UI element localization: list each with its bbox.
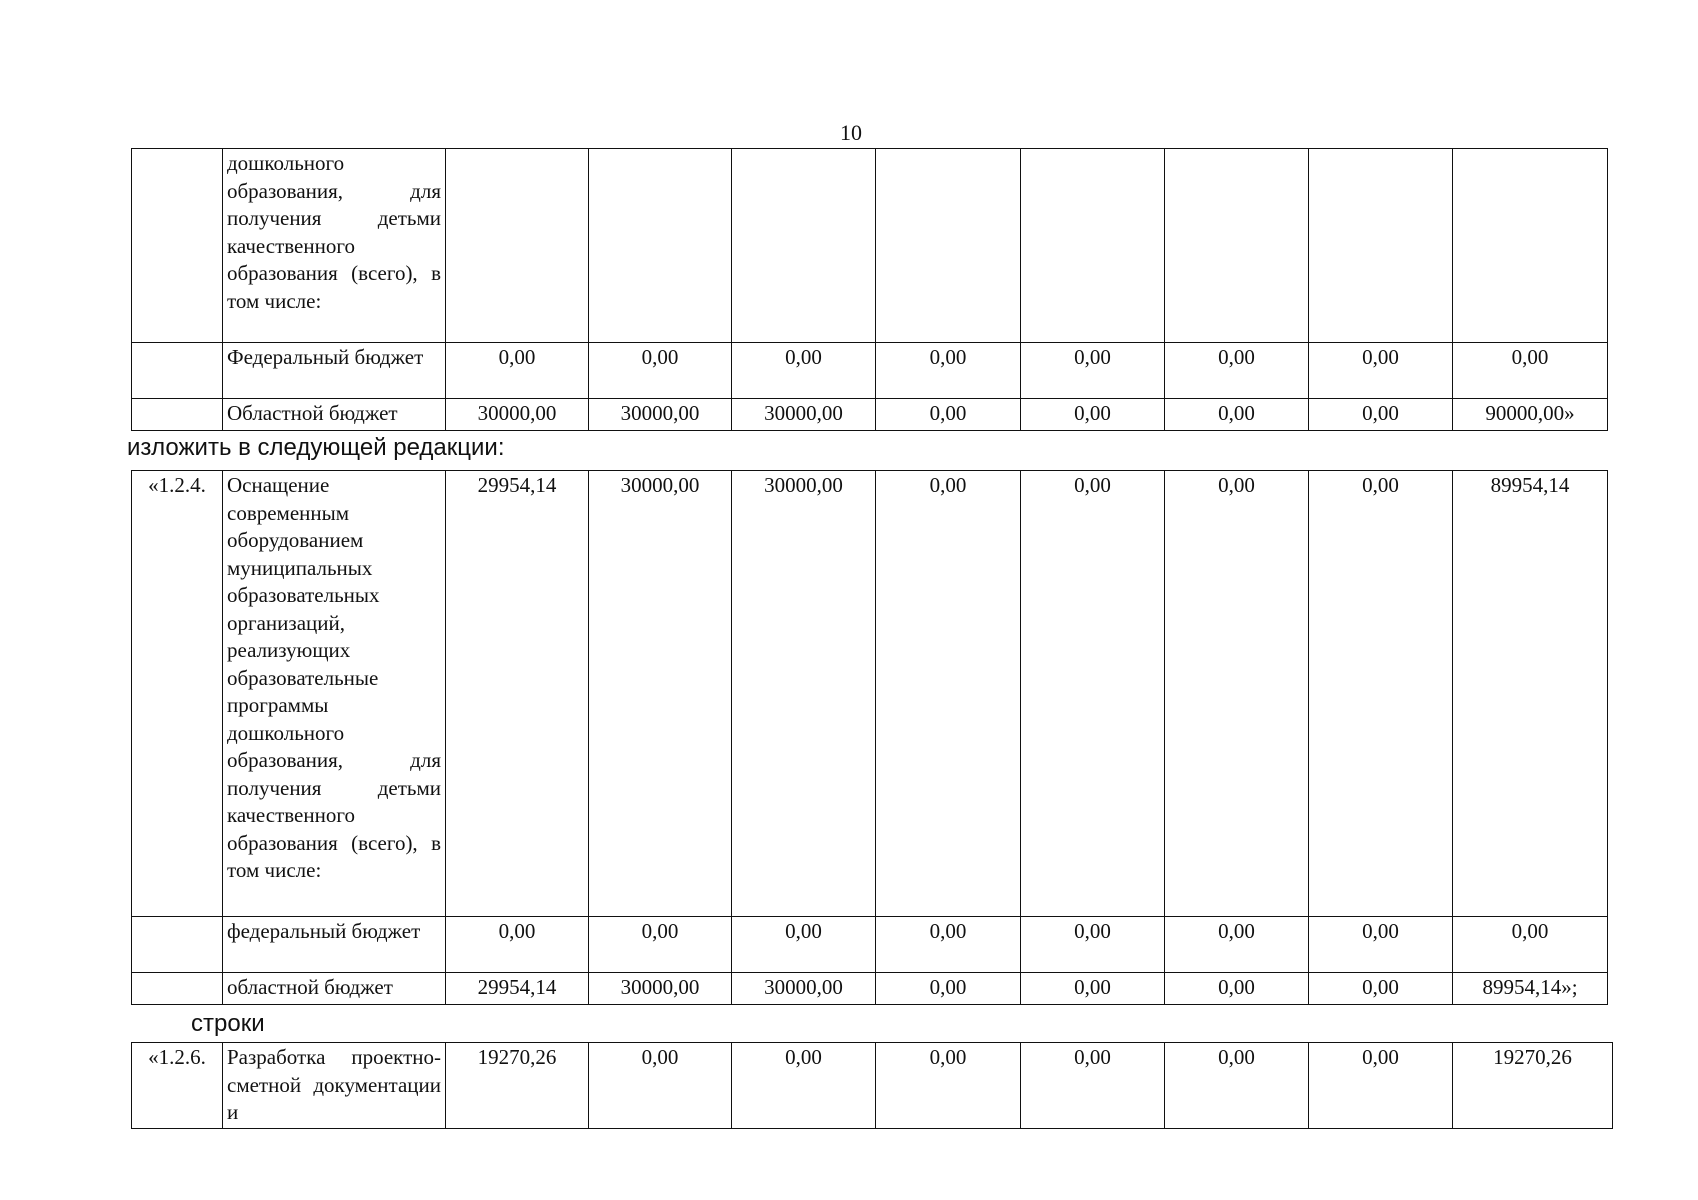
value-cell: 0,00 [589, 343, 732, 399]
value-cell: 0,00 [1309, 343, 1453, 399]
value-cell: 0,00 [876, 399, 1021, 431]
row-name: Федеральный бюджет [223, 343, 446, 399]
value-cell: 19270,26 [1453, 1043, 1613, 1129]
table-row [132, 399, 1608, 431]
value-cell: 0,00 [1309, 471, 1453, 917]
value-cell: 0,00 [1165, 471, 1309, 917]
value-cell: 0,00 [876, 973, 1021, 1005]
table-row [132, 343, 1608, 399]
budget-table-rows [131, 1042, 1613, 1129]
value-cell: 0,00 [732, 917, 876, 973]
value-cell: 0,00 [1021, 399, 1165, 431]
value-cell: 30000,00 [732, 973, 876, 1005]
value-cell [1165, 149, 1309, 343]
row-code [132, 399, 223, 431]
value-cell [876, 149, 1021, 343]
value-cell: 0,00 [1453, 343, 1608, 399]
value-cell: 0,00 [446, 917, 589, 973]
row-name: дошкольного образования, для получения детьми качественного образования (всего), в том числе: [223, 149, 446, 343]
value-cell: 0,00 [446, 343, 589, 399]
value-cell: 0,00 [1165, 973, 1309, 1005]
budget-table-old [131, 148, 1608, 431]
value-cell: 0,00 [589, 917, 732, 973]
value-cell: 19270,26 [446, 1043, 589, 1129]
page-number: 10 [840, 120, 862, 145]
value-cell: 30000,00 [589, 973, 732, 1005]
value-cell: 0,00 [1165, 1043, 1309, 1129]
table-row [132, 149, 1608, 343]
row-code [132, 917, 223, 973]
row-code: «1.2.4. [132, 471, 223, 917]
value-cell: 30000,00 [446, 399, 589, 431]
value-cell: 0,00 [732, 1043, 876, 1129]
value-cell: 0,00 [1165, 343, 1309, 399]
row-name: Разработка проектно-сметной документации и [223, 1043, 446, 1129]
budget-table-new [131, 470, 1608, 1005]
value-cell: 0,00 [876, 1043, 1021, 1129]
row-name: федеральный бюджет [223, 917, 446, 973]
value-cell: 0,00 [1309, 973, 1453, 1005]
value-cell: 89954,14 [1453, 471, 1608, 917]
row-name: Областной бюджет [223, 399, 446, 431]
value-cell [1021, 149, 1165, 343]
value-cell: 0,00 [1021, 973, 1165, 1005]
value-cell: 90000,00» [1453, 399, 1608, 431]
value-cell: 30000,00 [589, 471, 732, 917]
value-cell [589, 149, 732, 343]
value-cell: 30000,00 [732, 399, 876, 431]
value-cell [446, 149, 589, 343]
value-cell: 30000,00 [732, 471, 876, 917]
value-cell: 29954,14 [446, 973, 589, 1005]
value-cell [1309, 149, 1453, 343]
table-row [132, 917, 1608, 973]
value-cell: 0,00 [1021, 343, 1165, 399]
intro-new-edition: изложить в следующей редакции: [127, 434, 505, 461]
table-row [132, 973, 1608, 1005]
value-cell: 0,00 [876, 471, 1021, 917]
value-cell [1453, 149, 1608, 343]
value-cell: 0,00 [1165, 917, 1309, 973]
value-cell: 30000,00 [589, 399, 732, 431]
value-cell: 0,00 [1309, 917, 1453, 973]
value-cell: 0,00 [1021, 1043, 1165, 1129]
value-cell: 0,00 [1165, 399, 1309, 431]
row-name: Оснащение современным оборудованием муниципальных образовательных организаций, реализующих образовательные программы дошкольного образования, для получения детьми качественного образования (всего), в том числе: [223, 471, 446, 917]
value-cell: 0,00 [876, 343, 1021, 399]
table-row [132, 471, 1608, 917]
row-code: «1.2.6. [132, 1043, 223, 1129]
table-row [132, 1043, 1613, 1129]
value-cell: 0,00 [732, 343, 876, 399]
value-cell: 0,00 [1021, 471, 1165, 917]
value-cell [732, 149, 876, 343]
value-cell: 89954,14»; [1453, 973, 1608, 1005]
value-cell: 0,00 [589, 1043, 732, 1129]
intro-rows: строки [191, 1010, 265, 1037]
row-code [132, 343, 223, 399]
value-cell: 29954,14 [446, 471, 589, 917]
value-cell: 0,00 [1309, 399, 1453, 431]
row-code [132, 149, 223, 343]
value-cell: 0,00 [1309, 1043, 1453, 1129]
row-name: областной бюджет [223, 973, 446, 1005]
row-code [132, 973, 223, 1005]
value-cell: 0,00 [1453, 917, 1608, 973]
value-cell: 0,00 [876, 917, 1021, 973]
value-cell: 0,00 [1021, 917, 1165, 973]
